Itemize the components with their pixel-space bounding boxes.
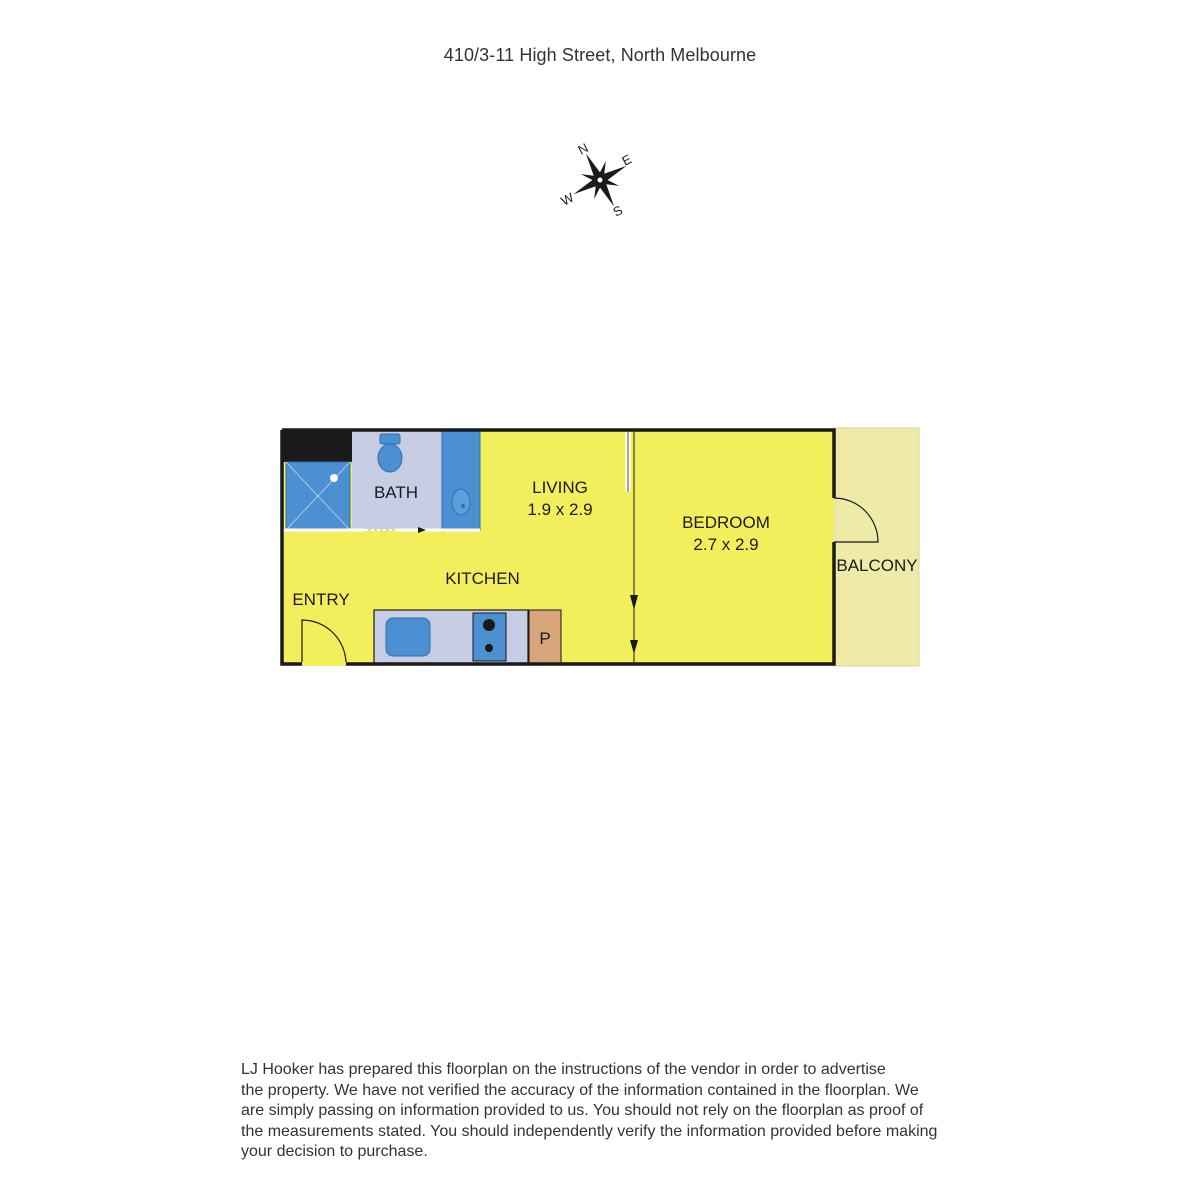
basin-icon [452,489,470,515]
toilet-icon [378,444,402,472]
compass-south: S [610,202,626,220]
room-label-kitchen: KITCHEN [445,569,520,588]
utility-block [282,430,352,462]
bedroom-size: 2.7 x 2.9 [693,535,759,554]
room-label-living [505,477,615,521]
room-label-balcony: BALCONY [836,556,918,575]
floor-plan-drawing [270,420,930,680]
sink-icon [386,618,430,656]
shower-head-icon [330,474,338,482]
room-label-entry: ENTRY [292,590,350,609]
bedroom-name: BEDROOM [682,513,770,532]
room-label-bedroom [660,512,792,556]
living-name: LIVING [532,478,588,497]
disclaimer-line: the property. We have not verified the accuracy of the information contained in the floorplan. We [241,1081,919,1099]
balcony-area [835,428,919,666]
room-label-bath: BATH [373,483,419,502]
disclaimer-line: are simply passing on information provided to us. You should not rely on the floorplan as proof of [241,1102,924,1119]
compass-rose-icon [555,135,645,225]
disclaimer-line: the measurements stated. You should independently verify the information provided before making [241,1122,938,1140]
room-label-pantry: P [539,629,551,648]
bathroom-floor [352,430,442,530]
living-size: 1.9 x 2.9 [527,500,593,519]
floor-plan [270,420,930,680]
disclaimer-line: LJ Hooker has prepared this floorplan on the instructions of the vendor in order to advertise [241,1061,886,1078]
compass-east: E [619,151,635,169]
compass-north: N [575,139,591,158]
compass-west: W [558,189,577,209]
disclaimer-text [241,1060,971,1163]
property-address: 410/3-11 High Street, North Melbourne [443,45,757,65]
disclaimer-line: your decision to purchase. [241,1143,428,1160]
